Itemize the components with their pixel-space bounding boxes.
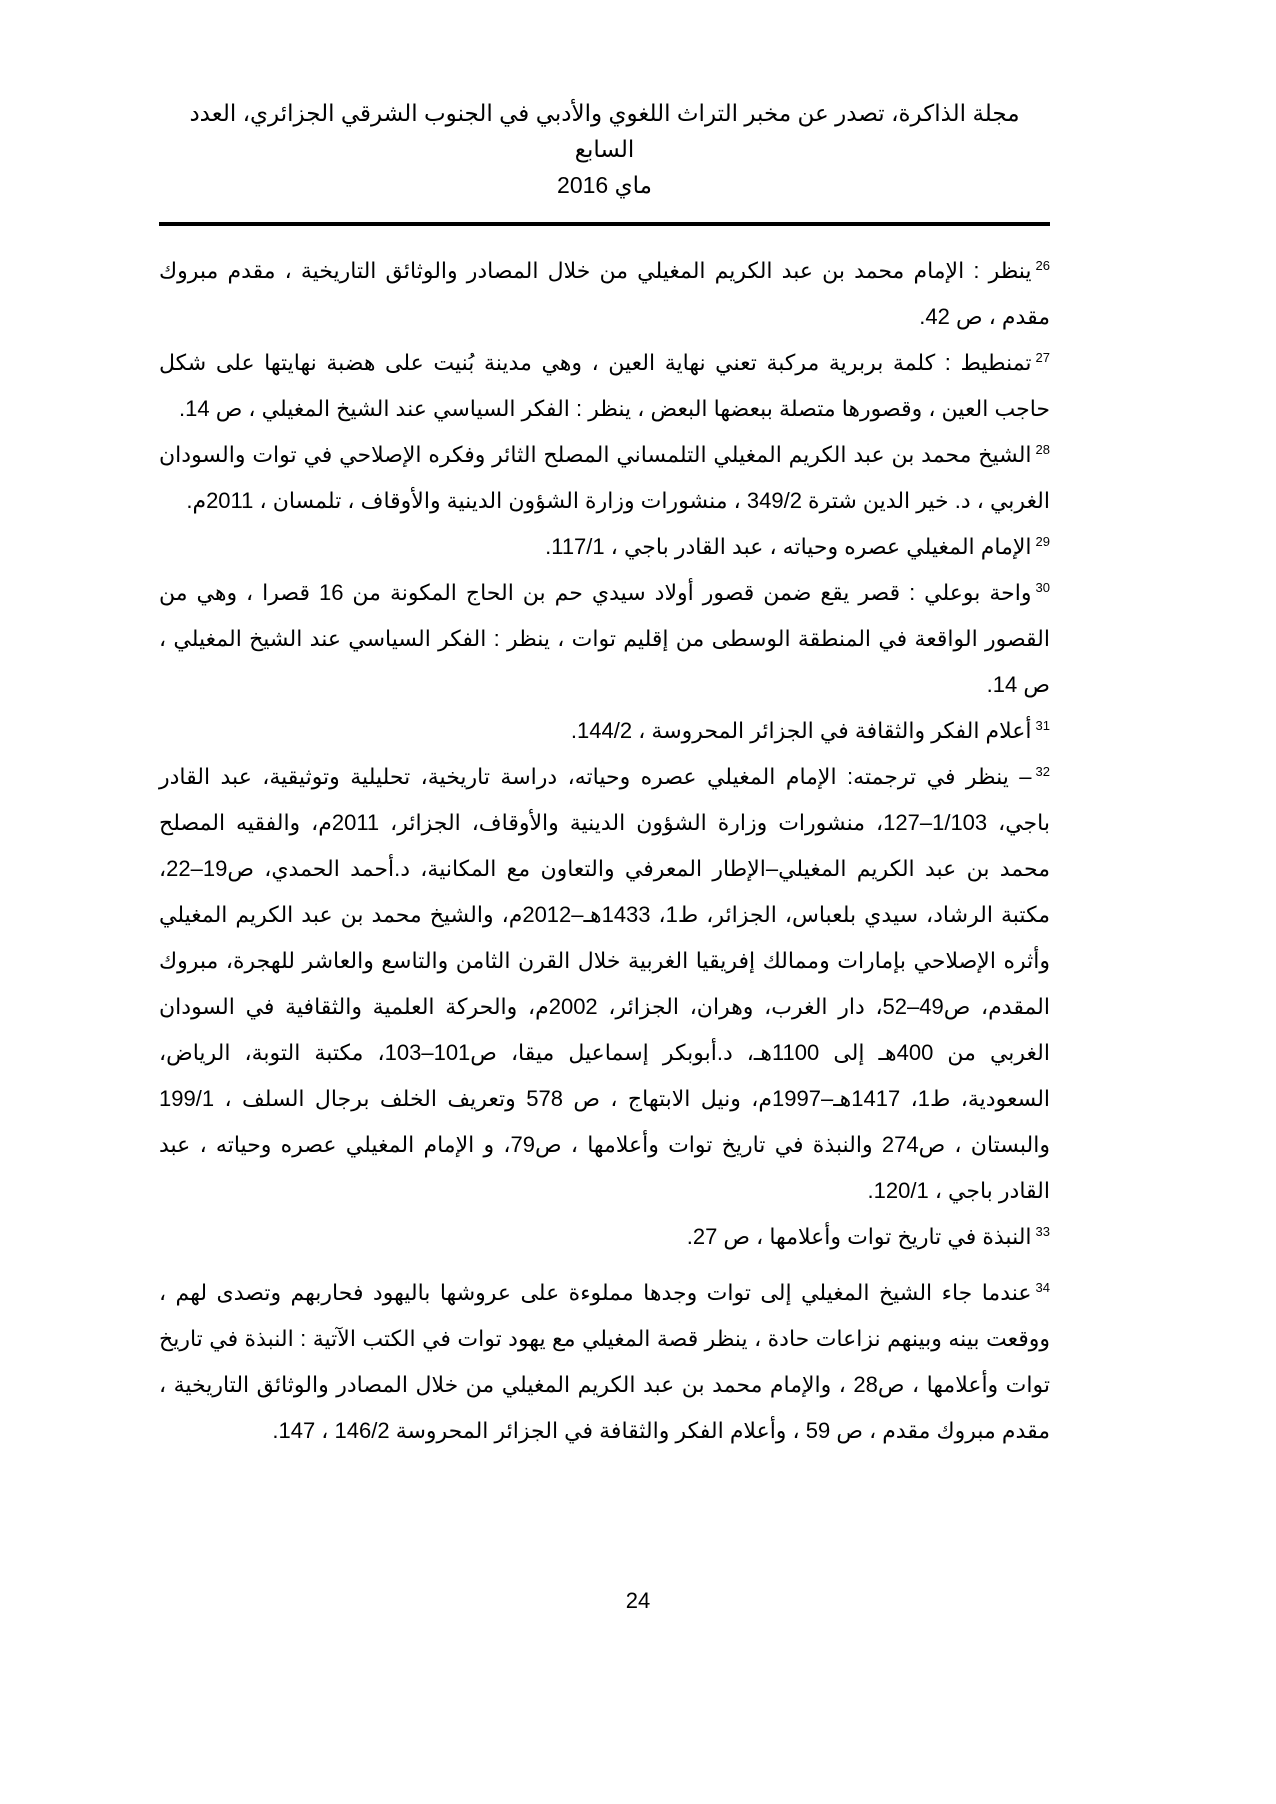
footnote-text: النبذة في تاريخ توات وأعلامها ، ص 27. [686,1224,1032,1249]
footnote-28 [159,432,1050,524]
footnote-number: 30 [1035,579,1050,595]
footnote-text: الشيخ محمد بن عبد الكريم المغيلي التلمساني المصلح الثائر وفكره الإصلاحي في توات والسودان الغربي ، د. خير الدين شترة 349/2 ، منشورات وزارة الشؤون الدينية والأوقاف ، تلمسان ، 2011م. [159,442,1050,513]
footnote-number: 31 [1035,717,1050,733]
footnote-32 [159,754,1050,1214]
footnote-text: أعلام الفكر والثقافة في الجزائر المحروسة ، 144/2. [570,718,1032,743]
footnote-separator [159,222,1050,226]
footnote-text: الإمام المغيلي عصره وحياته ، عبد القادر باجي ، 117/1. [545,534,1032,559]
footnote-text: تمنطيط : كلمة بربرية مركبة تعني نهاية العين ، وهي مدينة بُنيت على هضبة نهايتها على شكل حاجب العين ، وقصورها متصلة ببعضها البعض ، ينظر : الفكر السياسي عند الشيخ المغيلي ، ص 14. [159,350,1050,421]
footnote-29 [159,524,1050,570]
footnote-number: 28 [1035,441,1050,457]
footnote-34 [159,1270,1050,1454]
footnote-33 [159,1214,1050,1260]
footnote-31 [159,708,1050,754]
page-number: 24 [625,1588,651,1613]
journal-header [159,95,1050,203]
footnote-number: 26 [1035,257,1050,273]
footnote-27 [159,340,1050,432]
footnote-text: – ينظر في ترجمته: الإمام المغيلي عصره وحياته، دراسة تاريخية، تحليلية وتوثيقية، عبد القادر باجي، 1/103–127، منشورات وزارة الشؤون الدينية والأوقاف، الجزائر، 2011م، والفقيه المصلح محمد بن عبد الكريم المغيلي–الإطار المعرفي والتعاون مع المكانية، د.أحمد الحمدي، ص19–22، مكتبة الرشاد، سيدي بلعباس، الجزائر، ط1، 1433هـ–2012م، والشيخ محمد بن عبد الكريم المغيلي وأثره الإصلاحي بإمارات وممالك إفريقيا الغربية خلال القرن الثامن والتاسع والعاشر للهجرة، مبروك المقدم، ص49–52، دار الغرب، وهران، الجزائر، 2002م، والحركة العلمية والثقافية في السودان الغربي من 400هـ إلى 1100هـ، د.أبوبكر إسماعيل ميقا، ص101–103، مكتبة التوبة، الرياض، السعودية، ط1، 1417هـ–1997م، ونيل الابتهاج ، ص 578 وتعريف الخلف برجال السلف ، 199/1 والبستان ، ص274 والنبذة في تاريخ توات وأعلامها ، ص79، و الإمام المغيلي عصره وحياته ، عبد القادر باجي ، 120/1. [159,764,1051,1203]
footnote-number: 32 [1035,763,1050,779]
footnote-text: واحة بوعلي : قصر يقع ضمن قصور أولاد سيدي حم بن الحاج المكونة من 16 قصرا ، وهي من القصور الواقعة في المنطقة الوسطى من إقليم توات ، ينظر : الفكر السياسي عند الشيخ المغيلي ، ص 14. [159,580,1050,697]
footnote-30 [159,570,1050,708]
footnote-26 [159,248,1050,340]
footnote-text: عندما جاء الشيخ المغيلي إلى توات وجدها مملوءة على عروشها باليهود فحاربهم وتصدى لهم ، ووقعت بينه وبينهم نزاعات حادة ، ينظر قصة المغيلي مع يهود توات في الكتب الآتية : النبذة في تاريخ توات وأعلامها ، ص28 ، والإمام محمد بن عبد الكريم المغيلي من خلال المصادر والوثائق التاريخية ، مقدم مبروك مقدم ، ص 59 ، وأعلام الفكر والثقافة في الجزائر المحروسة 146/2 ، 147. [159,1280,1050,1443]
footnote-number: 34 [1035,1279,1050,1295]
header-line-2: ماي 2016 [557,172,652,198]
footnotes [159,248,1050,1454]
header-line-1: مجلة الذاكرة، تصدر عن مخبر التراث اللغوي والأدبي في الجنوب الشرقي الجزائري، العدد السابع [189,100,1020,162]
footnote-number: 27 [1035,349,1050,365]
footnote-number: 29 [1035,533,1050,549]
footnote-number: 33 [1035,1223,1050,1239]
footnote-text: ينظر : الإمام محمد بن عبد الكريم المغيلي من خلال المصادر والوثائق التاريخية ، مقدم مبروك مقدم ، ص 42. [159,258,1050,329]
